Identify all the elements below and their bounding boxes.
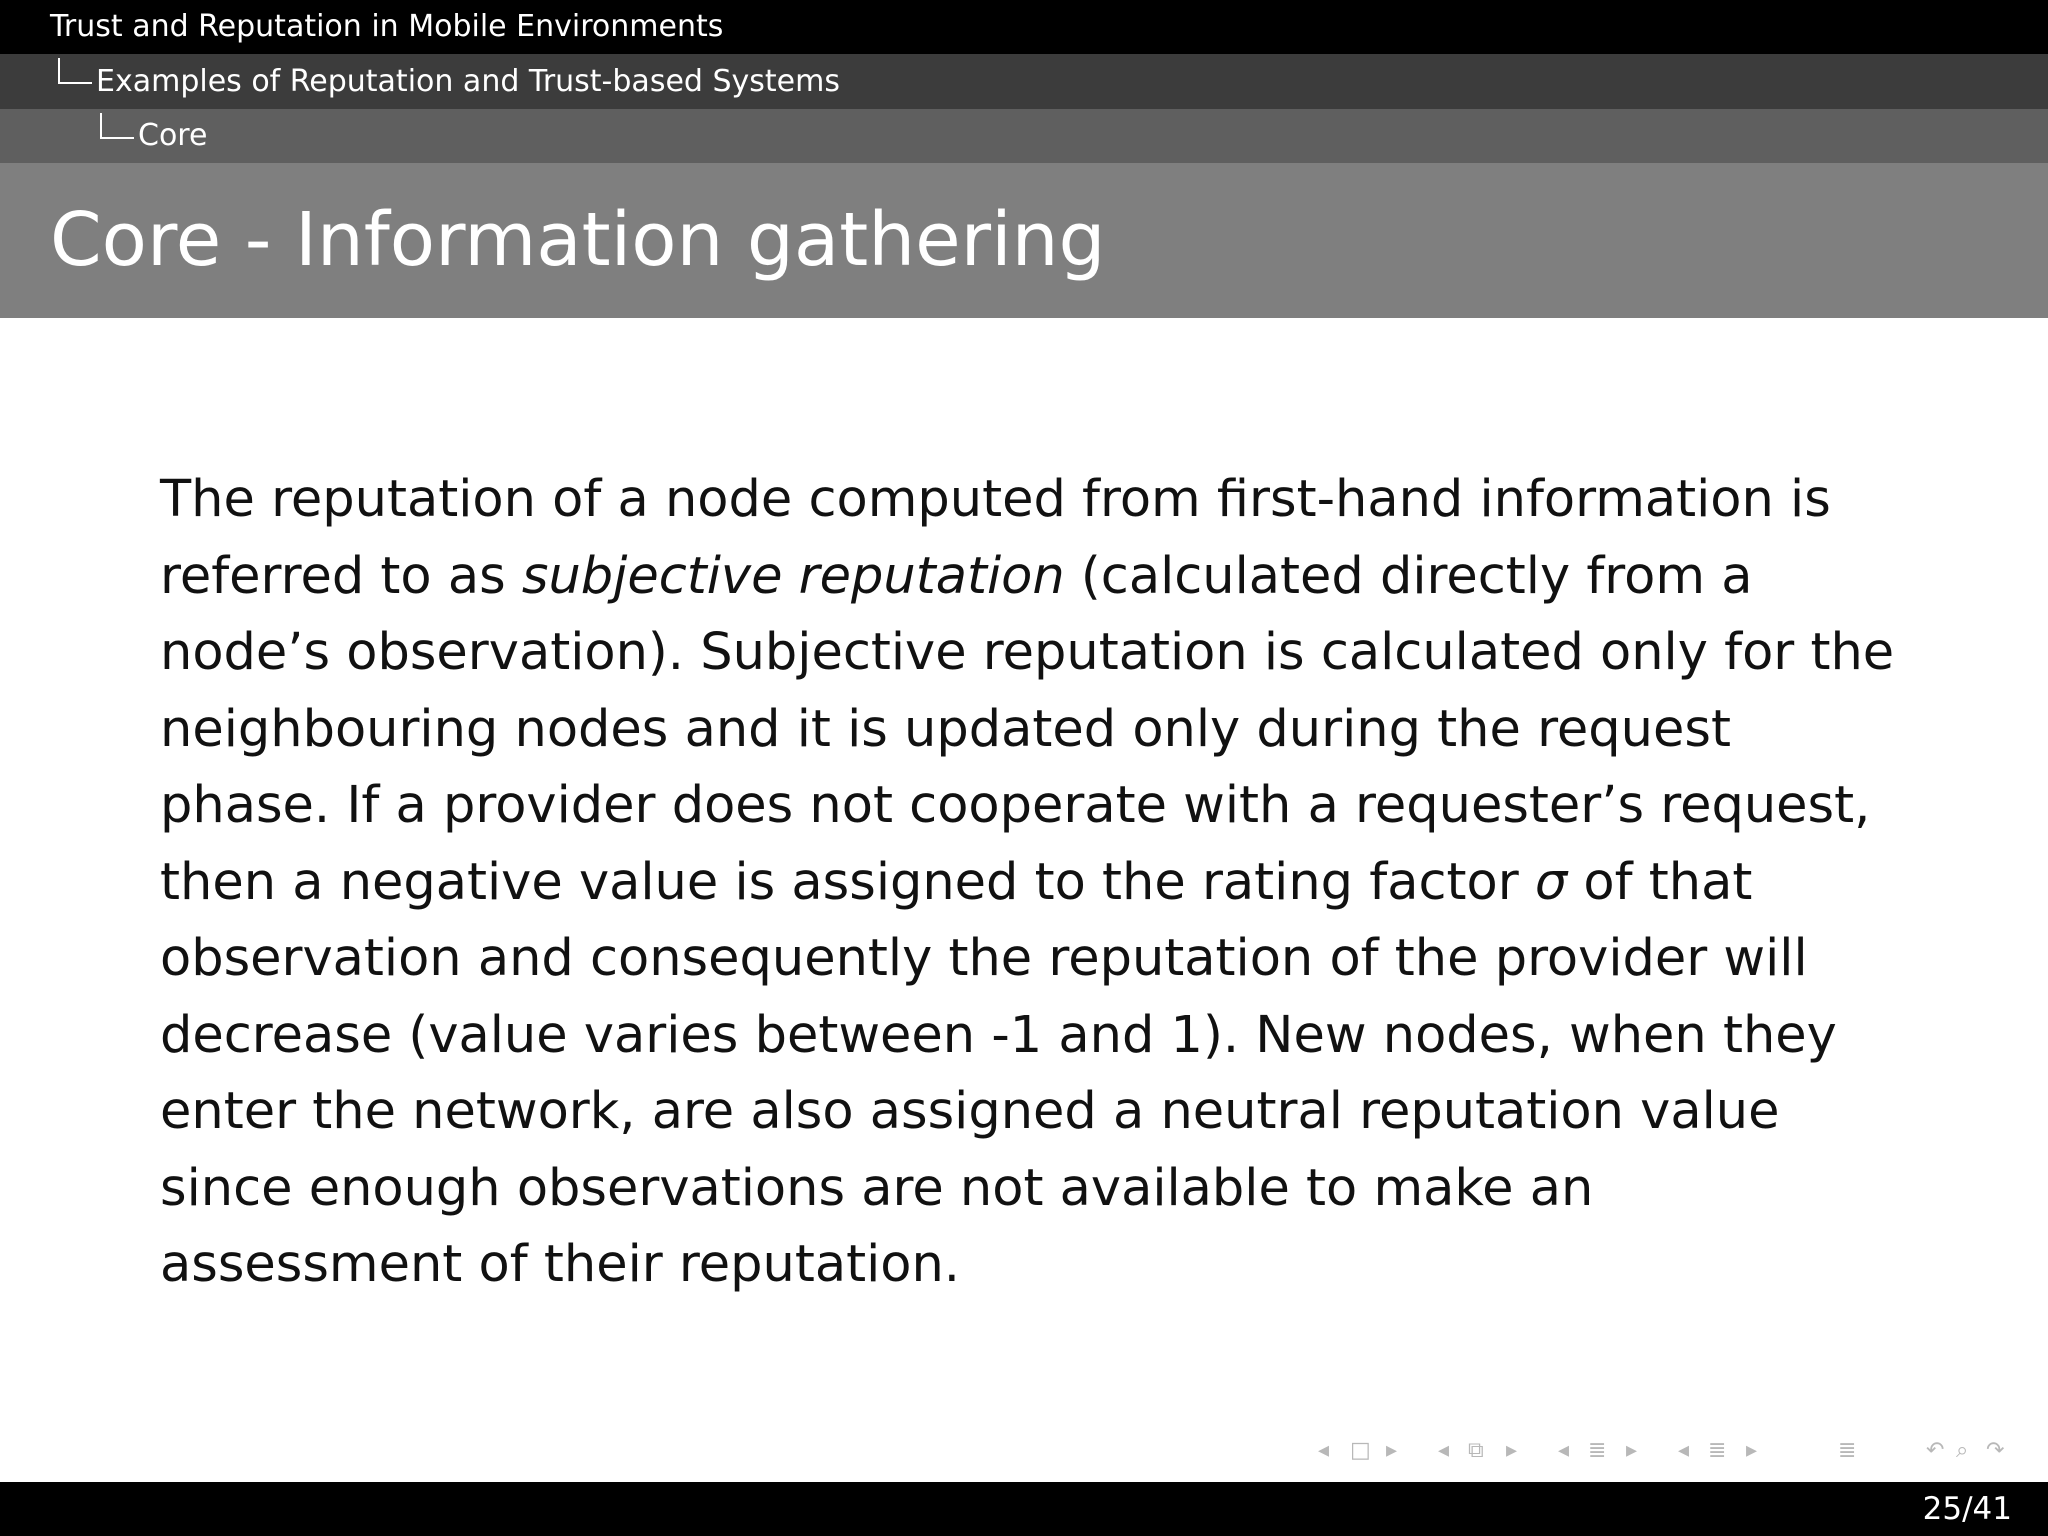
previous-subsection-icon[interactable]: ◂ [1558,1438,1570,1463]
sigma-symbol: σ [1534,852,1568,912]
header-subsection-label: Examples of Reputation and Trust-based Systems [96,64,840,99]
next-slide-icon[interactable]: ▸ [1386,1438,1398,1463]
slide-icon[interactable]: □ [1350,1438,1371,1463]
paragraph-text-start: The reputation of a node computed from first-hand information is referred to as [160,470,1831,606]
slide-body-paragraph [160,462,1900,1304]
previous-section-icon[interactable]: ◂ [1678,1438,1690,1463]
slide-title: Core - Information gathering [0,163,2048,318]
header-section[interactable] [0,0,2048,54]
back-icon[interactable]: ↶ [1926,1438,1945,1463]
subsection-icon[interactable]: ≣ [1588,1438,1607,1463]
header-subsection[interactable] [0,54,2048,109]
frame-icon[interactable]: ⧉ [1468,1438,1484,1463]
header-subsubsection[interactable] [0,109,2048,163]
paragraph-text-middle: (calculated directly from a node’s observation). Subjective reputation is calculated only for the neighbouring nodes and it is updated only during the request phase. If a provider does not cooperate with a requester’s request, then a negative value is assigned to the rating factor [160,546,1895,912]
forward-icon[interactable]: ↷ [1986,1438,2005,1463]
emphasized-term: subjective reputation [521,546,1065,606]
next-subsection-icon[interactable]: ▸ [1626,1438,1638,1463]
tree-branch-icon [100,113,134,139]
navigation-controls [1310,1436,2030,1466]
footer-bar [0,1482,2048,1536]
next-section-icon[interactable]: ▸ [1746,1438,1758,1463]
previous-slide-icon[interactable]: ◂ [1318,1438,1330,1463]
paragraph-text-end: of that observation and consequently the reputation of the provider will decrease (value varies between -1 and 1). New nodes, when they enter the network, are also assigned a neutral reputation value since enough observations are not available to make an assessment of their reputation. [160,852,1837,1294]
section-icon[interactable]: ≣ [1708,1438,1727,1463]
tree-branch-icon [58,58,92,84]
next-frame-icon[interactable]: ▸ [1506,1438,1518,1463]
header-subsubsection-label: Core [138,118,208,153]
page-number: 25/41 [1922,1491,2012,1527]
search-icon[interactable]: ⌕ [1956,1438,1969,1463]
table-of-contents-icon[interactable]: ≣ [1838,1438,1857,1463]
previous-frame-icon[interactable]: ◂ [1438,1438,1450,1463]
header-section-label: Trust and Reputation in Mobile Environments [50,9,724,44]
